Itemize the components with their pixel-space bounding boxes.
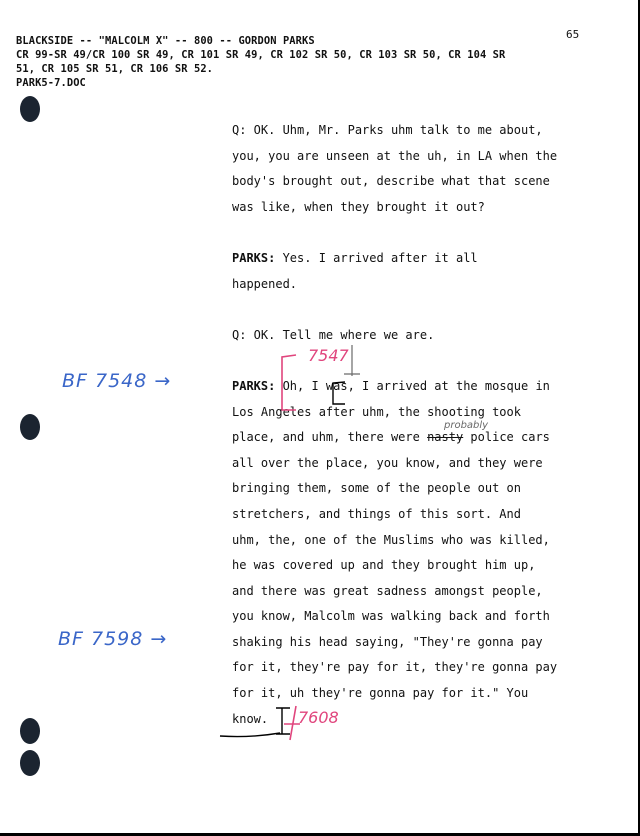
timecode-annotation-lower: 7608 <box>298 708 339 727</box>
transcript-line: Los Angeles after uhm, the shooting took <box>232 404 521 419</box>
header-line-4: PARK5-7.DOC <box>16 77 86 89</box>
binder-hole-4 <box>20 750 40 776</box>
bf-annotation-lower: BF 7598 → <box>58 628 168 650</box>
transcript-line: for it, they're pay for it, they're gonna pay <box>232 660 558 675</box>
transcript-line <box>232 374 592 400</box>
transcript-line: Q: OK. Uhm, Mr. Parks uhm talk to me about, <box>232 123 543 137</box>
answer-text: Yes. I arrived after it all <box>275 250 478 265</box>
document-header <box>16 34 505 90</box>
speaker-label: PARKS: <box>232 378 276 393</box>
transcript-line: bringing them, some of the people out on <box>232 481 521 496</box>
transcript-line: happened. <box>232 276 298 291</box>
binder-hole-1 <box>20 96 40 122</box>
black-underline <box>220 733 280 737</box>
transcript-line: was like, when they brought it out? <box>232 199 485 214</box>
bf-annotation-upper: BF 7548 → <box>62 370 172 392</box>
timecode-annotation-upper: 7547 <box>308 346 349 365</box>
transcript-line: for it, uh they're gonna pay for it." You <box>232 686 529 701</box>
transcript-line: you know, Malcolm was walking back and forth <box>232 609 550 624</box>
answer-text: Oh, I was, I arrived at the mosque in <box>275 378 550 393</box>
transcript-line: stretchers, and things of this sort. And <box>232 506 521 521</box>
pencil-edit: probably <box>444 420 489 431</box>
answer-text: place, and uhm, there were <box>232 430 428 445</box>
header-line-3: 51, CR 105 SR 51, CR 106 SR 52. <box>16 63 214 75</box>
transcript-line: and there was great sadness amongst people, <box>232 583 543 598</box>
transcript-line: he was covered up and they brought him up, <box>232 558 536 573</box>
answer-text: police cars <box>463 430 550 445</box>
header-line-1: BLACKSIDE -- "MALCOLM X" -- 800 -- GORDON PARKS <box>16 35 315 47</box>
binder-hole-3 <box>20 718 40 744</box>
speaker-label: PARKS: <box>232 250 276 265</box>
transcript-line: shaking his head saying, "They're gonna pay <box>232 634 543 649</box>
transcript-line <box>232 246 592 272</box>
header-line-2: CR 99-SR 49/CR 100 SR 49, CR 101 SR 49, CR 102 SR 50, CR 103 SR 50, CR 104 SR <box>16 49 506 61</box>
transcript-line: you, you are unseen at the uh, in LA when the <box>232 148 558 163</box>
transcript-line <box>232 425 592 451</box>
transcript-line: know. <box>232 711 269 726</box>
transcript-line: all over the place, you know, and they were <box>232 455 543 470</box>
transcript-line: uhm, the, one of the Muslims who was killed, <box>232 532 550 547</box>
transcript-body <box>232 118 592 732</box>
struck-word: nasty <box>427 430 464 445</box>
transcript-line: Q: OK. Tell me where we are. <box>232 327 435 342</box>
page-number: 65 <box>566 28 580 41</box>
transcript-line: body's brought out, describe what that scene <box>232 174 550 189</box>
binder-hole-2 <box>20 414 40 440</box>
